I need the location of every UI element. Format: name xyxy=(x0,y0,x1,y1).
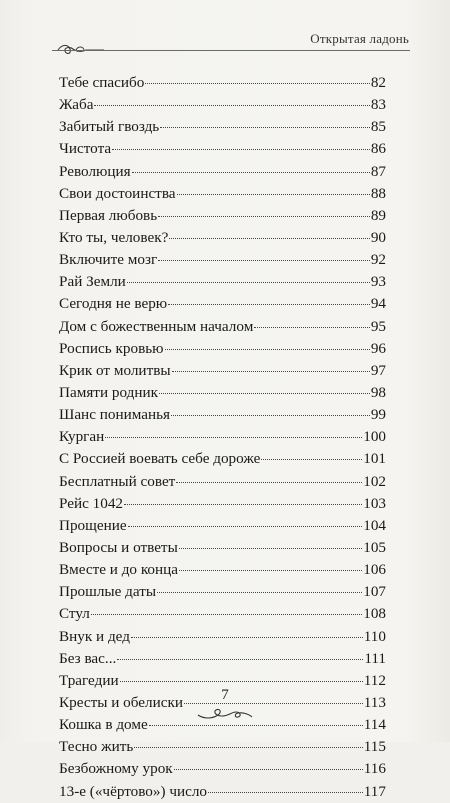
toc-entry-page-number: 82 xyxy=(370,74,386,91)
toc-entry-page-number: 96 xyxy=(370,339,386,357)
toc-entry[interactable] xyxy=(59,404,386,426)
toc-entry-page-number: 115 xyxy=(363,738,386,756)
toc-entry-title: Кто ты, человек? xyxy=(59,228,169,246)
toc-entry[interactable] xyxy=(59,205,386,227)
toc-entry-title: Сегодня не верю xyxy=(59,295,168,313)
toc-dot-leader xyxy=(160,127,370,128)
toc-entry-page-number: 98 xyxy=(370,383,386,401)
toc-entry-title: Шанс пониманья xyxy=(59,406,170,424)
toc-entry[interactable] xyxy=(59,781,386,803)
toc-entry[interactable] xyxy=(59,626,386,648)
toc-entry-page-number: 106 xyxy=(363,561,386,579)
toc-entry[interactable] xyxy=(59,559,386,581)
toc-entry[interactable] xyxy=(59,426,386,448)
toc-dot-leader xyxy=(145,83,370,84)
toc-dot-leader xyxy=(158,216,370,217)
toc-entry-page-number: 116 xyxy=(363,760,386,778)
toc-entry[interactable] xyxy=(59,448,386,470)
toc-entry-title: Роспись кровью xyxy=(59,339,164,357)
toc-entry[interactable] xyxy=(59,338,386,360)
toc-dot-leader xyxy=(112,149,370,150)
toc-entry-title: Крик от молитвы xyxy=(59,361,171,379)
toc-dot-leader xyxy=(91,614,362,615)
toc-entry-title: Без вас... xyxy=(59,649,117,667)
toc-entry-page-number: 86 xyxy=(370,140,386,158)
toc-entry-page-number: 94 xyxy=(370,295,386,313)
toc-entry-title: 13-е («чёртово») число xyxy=(59,782,208,800)
toc-entry-title: Памяти родник xyxy=(59,383,158,401)
toc-entry-title: Внук и дед xyxy=(59,627,130,645)
toc-entry[interactable] xyxy=(59,183,386,205)
toc-dot-leader xyxy=(179,548,362,549)
toc-entry-page-number: 110 xyxy=(363,627,386,645)
toc-dot-leader xyxy=(149,725,363,726)
toc-entry-page-number: 105 xyxy=(363,538,386,556)
toc-entry-title: С Россией воевать себе дороже xyxy=(59,450,261,468)
toc-entry-title: Тебе спасибо xyxy=(59,74,145,91)
toc-dot-leader xyxy=(208,792,363,793)
toc-dot-leader xyxy=(168,304,370,305)
toc-entry[interactable] xyxy=(59,249,386,271)
toc-entry-page-number: 92 xyxy=(370,251,386,269)
toc-entry[interactable] xyxy=(59,493,386,515)
toc-entry[interactable] xyxy=(59,537,386,559)
toc-dot-leader xyxy=(117,659,363,660)
toc-entry-page-number: 93 xyxy=(370,273,386,291)
toc-entry-page-number: 114 xyxy=(363,716,386,734)
toc-dot-leader xyxy=(165,349,370,350)
toc-dot-leader xyxy=(174,769,363,770)
toc-entry-page-number: 103 xyxy=(363,494,386,512)
toc-entry[interactable] xyxy=(59,271,386,293)
toc-entry-title: Безбожному урок xyxy=(59,760,173,778)
toc-entry-page-number: 102 xyxy=(363,472,386,490)
toc-entry[interactable] xyxy=(59,138,386,160)
toc-dot-leader xyxy=(132,172,370,173)
toc-dot-leader xyxy=(124,504,362,505)
toc-entry-title: Кошка в доме xyxy=(59,716,148,734)
toc-entry-title: Жаба xyxy=(59,96,94,114)
toc-dot-leader xyxy=(157,592,362,593)
toc-entry-title: Чистота xyxy=(59,140,112,158)
toc-entry[interactable] xyxy=(59,471,386,493)
toc-entry-page-number: 90 xyxy=(370,228,386,246)
toc-entry-title: Свои достоинства xyxy=(59,184,176,202)
toc-dot-leader xyxy=(120,681,363,682)
toc-dot-leader xyxy=(169,238,370,239)
toc-entry-title: Прошлые даты xyxy=(59,583,157,601)
toc-entry-title: Кресты и обелиски xyxy=(59,693,183,711)
toc-entry-title: Дом с божественным началом xyxy=(59,317,254,335)
toc-entry-page-number: 89 xyxy=(370,206,386,224)
toc-entry-page-number: 83 xyxy=(370,96,386,114)
toc-entry[interactable] xyxy=(59,161,386,183)
toc-entry-title: Трагедии xyxy=(59,671,119,689)
toc-entry-title: Рейс 1042 xyxy=(59,494,124,512)
toc-entry-title: Прощение xyxy=(59,516,127,534)
toc-entry-page-number: 107 xyxy=(363,583,386,601)
toc-dot-leader xyxy=(171,415,370,416)
toc-dot-leader xyxy=(134,747,363,748)
toc-entry[interactable] xyxy=(59,316,386,338)
toc-entry[interactable] xyxy=(59,581,386,603)
toc-dot-leader xyxy=(158,260,370,261)
header-rule xyxy=(52,50,410,51)
toc-entry[interactable] xyxy=(59,116,386,138)
toc-entry[interactable] xyxy=(59,293,386,315)
toc-entry-page-number: 99 xyxy=(370,406,386,424)
toc-entry-title: Бесплатный совет xyxy=(59,472,176,490)
toc-dot-leader xyxy=(254,327,370,328)
toc-entry-title: Курган xyxy=(59,428,105,446)
page-number: 7 xyxy=(221,687,229,703)
toc-entry-page-number: 104 xyxy=(363,516,386,534)
toc-entry-page-number: 88 xyxy=(370,184,386,202)
toc-entry-page-number: 108 xyxy=(363,605,386,623)
toc-dot-leader xyxy=(105,437,362,438)
toc-entry-title: Первая любовь xyxy=(59,206,158,224)
toc-entry[interactable] xyxy=(59,360,386,382)
toc-entry-page-number: 95 xyxy=(370,317,386,335)
toc-entry-page-number: 112 xyxy=(363,671,386,689)
toc-entry-page-number: 85 xyxy=(370,118,386,136)
toc-dot-leader xyxy=(172,371,370,372)
toc-entry-title: Вместе и до конца xyxy=(59,561,179,579)
toc-entry-title: Включите мозг xyxy=(59,251,158,269)
toc-dot-leader xyxy=(261,459,362,460)
toc-entry[interactable] xyxy=(59,603,386,625)
toc-entry-page-number: 117 xyxy=(363,782,386,800)
toc-entry-page-number: 87 xyxy=(370,162,386,180)
toc-entry[interactable] xyxy=(59,72,386,94)
toc-dot-leader xyxy=(94,105,369,106)
toc-entry[interactable] xyxy=(59,736,386,758)
toc-dot-leader xyxy=(159,393,370,394)
toc-entry[interactable] xyxy=(59,94,386,116)
toc-entry-title: Тесно жить xyxy=(59,738,134,756)
page-footer xyxy=(0,685,450,725)
toc-entry-title: Забитый гвоздь xyxy=(59,118,160,136)
toc-entry-title: Вопросы и ответы xyxy=(59,538,178,556)
footer-flourish-ornament xyxy=(194,703,256,723)
running-header-title: Открытая ладонь xyxy=(310,31,409,46)
toc-dot-leader xyxy=(128,526,363,527)
toc-entry-page-number: 100 xyxy=(363,428,386,446)
toc-entry-page-number: 101 xyxy=(363,450,386,468)
toc-dot-leader xyxy=(176,482,362,483)
toc-dot-leader xyxy=(177,194,370,195)
toc-entry-title: Рай Земли xyxy=(59,273,126,291)
toc-entry-title: Стул xyxy=(59,605,90,623)
toc-entry[interactable] xyxy=(59,382,386,404)
toc-entry-page-number: 97 xyxy=(370,361,386,379)
toc-dot-leader xyxy=(131,637,363,638)
toc-entry[interactable] xyxy=(59,227,386,249)
toc-entry-page-number: 113 xyxy=(363,693,386,711)
toc-entry-page-number: 111 xyxy=(364,649,386,667)
toc-entry-title: Революция xyxy=(59,162,131,180)
toc-entry[interactable] xyxy=(59,515,386,537)
toc-dot-leader xyxy=(179,570,362,571)
toc-dot-leader xyxy=(127,282,370,283)
toc-entry[interactable] xyxy=(59,758,386,780)
toc-entry[interactable] xyxy=(59,648,386,670)
